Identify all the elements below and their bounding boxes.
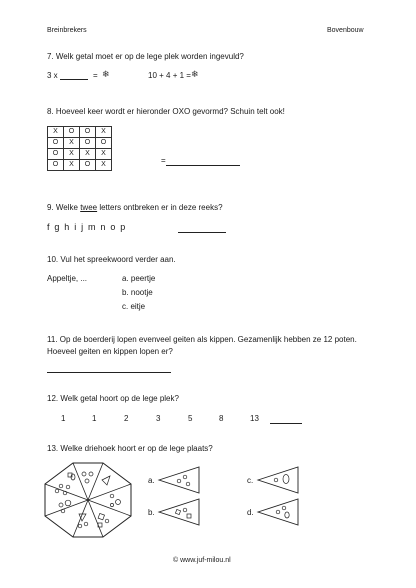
- question-11-line1: 11. Op de boerderij lopen evenveel geiten als kippen. Gezamenlijk hebben ze 12 poten.: [47, 335, 357, 344]
- q7-eq1-equals: =: [93, 71, 98, 80]
- q10-option-c[interactable]: c. eitje: [122, 302, 146, 311]
- grid-row: [48, 149, 112, 160]
- triangle-option-c[interactable]: [256, 465, 300, 495]
- q10-option-a[interactable]: a. peertje: [122, 274, 156, 283]
- grid-cell: O: [48, 160, 64, 171]
- question-13: 13. Welke driehoek hoort er op de lege plaats?: [47, 444, 213, 453]
- question-12: 12. Welk getal hoort op de lege plek?: [47, 394, 179, 403]
- grid-cell: X: [96, 149, 112, 160]
- question-9: [47, 203, 223, 212]
- grid-cell: X: [96, 160, 112, 171]
- grid-cell: O: [64, 127, 80, 138]
- sequence-number: 5: [188, 414, 193, 423]
- sequence-number: 1: [61, 414, 66, 423]
- q9-letters: f g h i j m n o p: [47, 222, 127, 232]
- grid-cell: X: [96, 127, 112, 138]
- grid-cell: O: [96, 138, 112, 149]
- sequence-number: 13: [250, 414, 259, 423]
- q7-blank[interactable]: [60, 79, 88, 80]
- q9-text-pre: 9. Welke: [47, 203, 81, 212]
- grid-cell: O: [48, 149, 64, 160]
- sequence-number: 3: [156, 414, 161, 423]
- grid-cell: X: [48, 127, 64, 138]
- question-10: 10. Vul het spreekwoord verder aan.: [47, 255, 176, 264]
- q9-answer-line[interactable]: [178, 232, 226, 233]
- sequence-number: 2: [124, 414, 129, 423]
- grid-cell: X: [64, 149, 80, 160]
- grid-cell: X: [80, 149, 96, 160]
- q9-text-post: letters ontbreken er in deze reeks?: [97, 203, 223, 212]
- grid-cell: X: [64, 138, 80, 149]
- q10-prompt: Appeltje, ...: [47, 274, 88, 283]
- grid-row: [48, 160, 112, 171]
- q8-equals: =: [161, 156, 166, 165]
- grid-cell: X: [64, 160, 80, 171]
- question-7: 7. Welk getal moet er op de lege plek worden ingevuld?: [47, 52, 244, 61]
- q8-answer-line[interactable]: [166, 165, 240, 166]
- grid-cell: O: [48, 138, 64, 149]
- option-d-label[interactable]: d.: [247, 508, 254, 517]
- option-a-label[interactable]: a.: [148, 476, 155, 485]
- snowflake-icon: ❄: [191, 69, 199, 79]
- footer-copyright: © www.juf-milou.nl: [173, 557, 231, 564]
- q10-option-b[interactable]: b. nootje: [122, 288, 153, 297]
- grid-cell: O: [80, 138, 96, 149]
- q9-text-underlined: twee: [80, 203, 98, 212]
- grid-row: [48, 127, 112, 138]
- option-c-label[interactable]: c.: [247, 476, 254, 485]
- snowflake-icon: ❄: [102, 69, 110, 79]
- grid-row: [48, 138, 112, 149]
- q11-answer-line[interactable]: [47, 372, 171, 373]
- question-11-line2: Hoeveel geiten en kippen lopen er?: [47, 347, 173, 356]
- question-8: 8. Hoeveel keer wordt er hieronder OXO gevormd? Schuin telt ook!: [47, 107, 285, 116]
- grid-cell: O: [80, 160, 96, 171]
- oxo-grid: [47, 126, 112, 171]
- header-left: Breinbrekers: [47, 27, 87, 34]
- triangle-option-b[interactable]: [157, 497, 201, 527]
- triangle-option-d[interactable]: [256, 497, 300, 527]
- header-right: Bovenbouw: [327, 27, 364, 34]
- q7-eq1-prefix: 3 x: [47, 71, 58, 80]
- q12-answer-line[interactable]: [270, 423, 302, 424]
- grid-cell: O: [80, 127, 96, 138]
- triangle-option-a[interactable]: [157, 465, 201, 495]
- sequence-number: 8: [219, 414, 224, 423]
- option-b-label[interactable]: b.: [148, 508, 155, 517]
- sequence-number: 1: [92, 414, 97, 423]
- octagon-puzzle-figure: [40, 460, 136, 540]
- q7-eq2: 10 + 4 + 1 =: [148, 71, 191, 80]
